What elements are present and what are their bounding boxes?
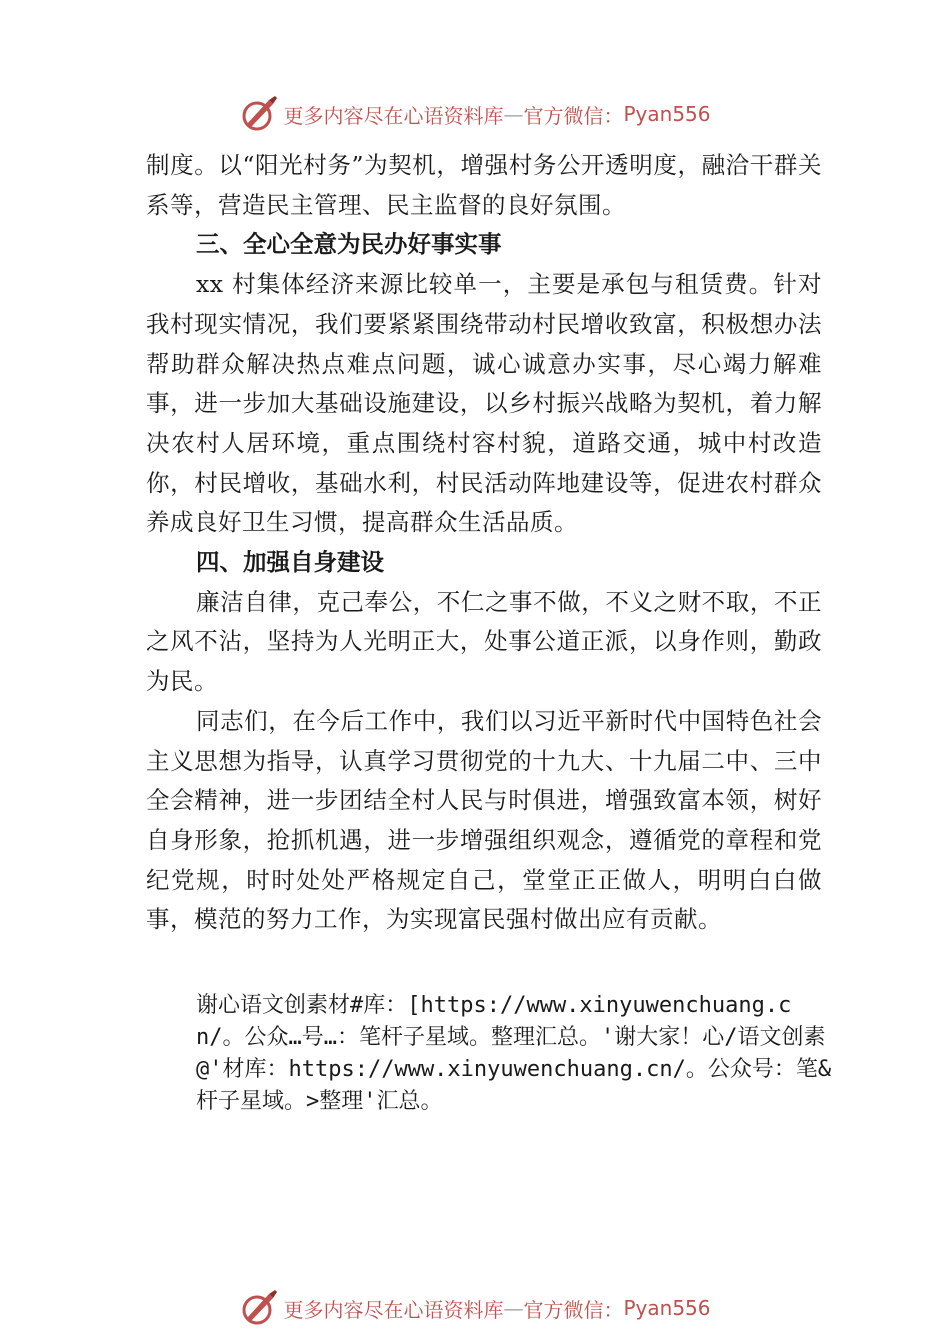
footer-wechat-label: 官方微信： (523, 1297, 624, 1322)
header-wechat-label: 官方微信： (523, 103, 624, 128)
paragraph-5: 同志们，在今后工作中，我们以习近平新时代中国特色社会主义思想为指导，认真学习贯彻党的十九大、十九届二中、三中全会精神，进一步团结全村人民与时俱进，增强致富本领，树好自身形象，抢抓机遇，进一步增强组织观念，遵循党的章程和党纪党规，时时处处严格规定自己，堂堂正正做人，明明白白做事，模范的努力工作，为实现富民强村做出应有贡献。 (146, 706, 822, 934)
paragraph-4: 廉洁自律，克己奉公，不仁之事不做，不义之财不取，不正之风不沾，坚持为人光明正大，处事公道正派，以身作则，勤政为民。 (146, 587, 822, 696)
paragraph-continued: 制度。以“阳光村务”为契机，增强村务公开透明度，融洽干群关系等，营造民主管理、民主监督的良好氛围。 (146, 151, 822, 219)
footer-separator: — (503, 1296, 524, 1320)
page-header-banner (0, 92, 950, 136)
section-heading-3: 三、全心全意为民办好事实事 (196, 230, 502, 259)
header-wechat-id: Pyan556 (623, 102, 711, 126)
section-heading-4: 四、加强自身建设 (196, 548, 384, 577)
source-note: 谢心语文创素材#库：[https://www.xinyuwenchuang.cn/。公众…号…：笔杆子星域。整理汇总。'谢大家！心/语文创素@'材库：https://www.xinyuwenchuang.cn/。公众号：笔&杆子星域。>整理'汇总。 (196, 993, 832, 1114)
quill-seal-icon (239, 94, 279, 134)
header-separator: — (503, 102, 524, 126)
document-body (146, 146, 822, 940)
paragraph-3: xx 村集体经济来源比较单一，主要是承包与租赁费。针对我村现实情况，我们要紧紧围绕带动村民增收致富，积极想办法帮助群众解决热点难点问题，诚心诚意办实事，尽心竭力解难事，进一步加大基础设施建设，以乡村振兴战略为契机，着力解决农村人居环境，重点围绕村容村貌，道路交通，城中村改造你，村民增收，基础水利，村民活动阵地建设等，促进农村群众养成良好卫生习惯，提高群众生活品质。 (146, 270, 822, 537)
quill-seal-icon (239, 1288, 279, 1328)
header-banner-text: 更多内容尽在心语资料库 (283, 103, 504, 128)
footer-banner-text: 更多内容尽在心语资料库 (283, 1297, 504, 1322)
footer-wechat-id: Pyan556 (623, 1296, 711, 1320)
page-footer-banner (0, 1286, 950, 1330)
